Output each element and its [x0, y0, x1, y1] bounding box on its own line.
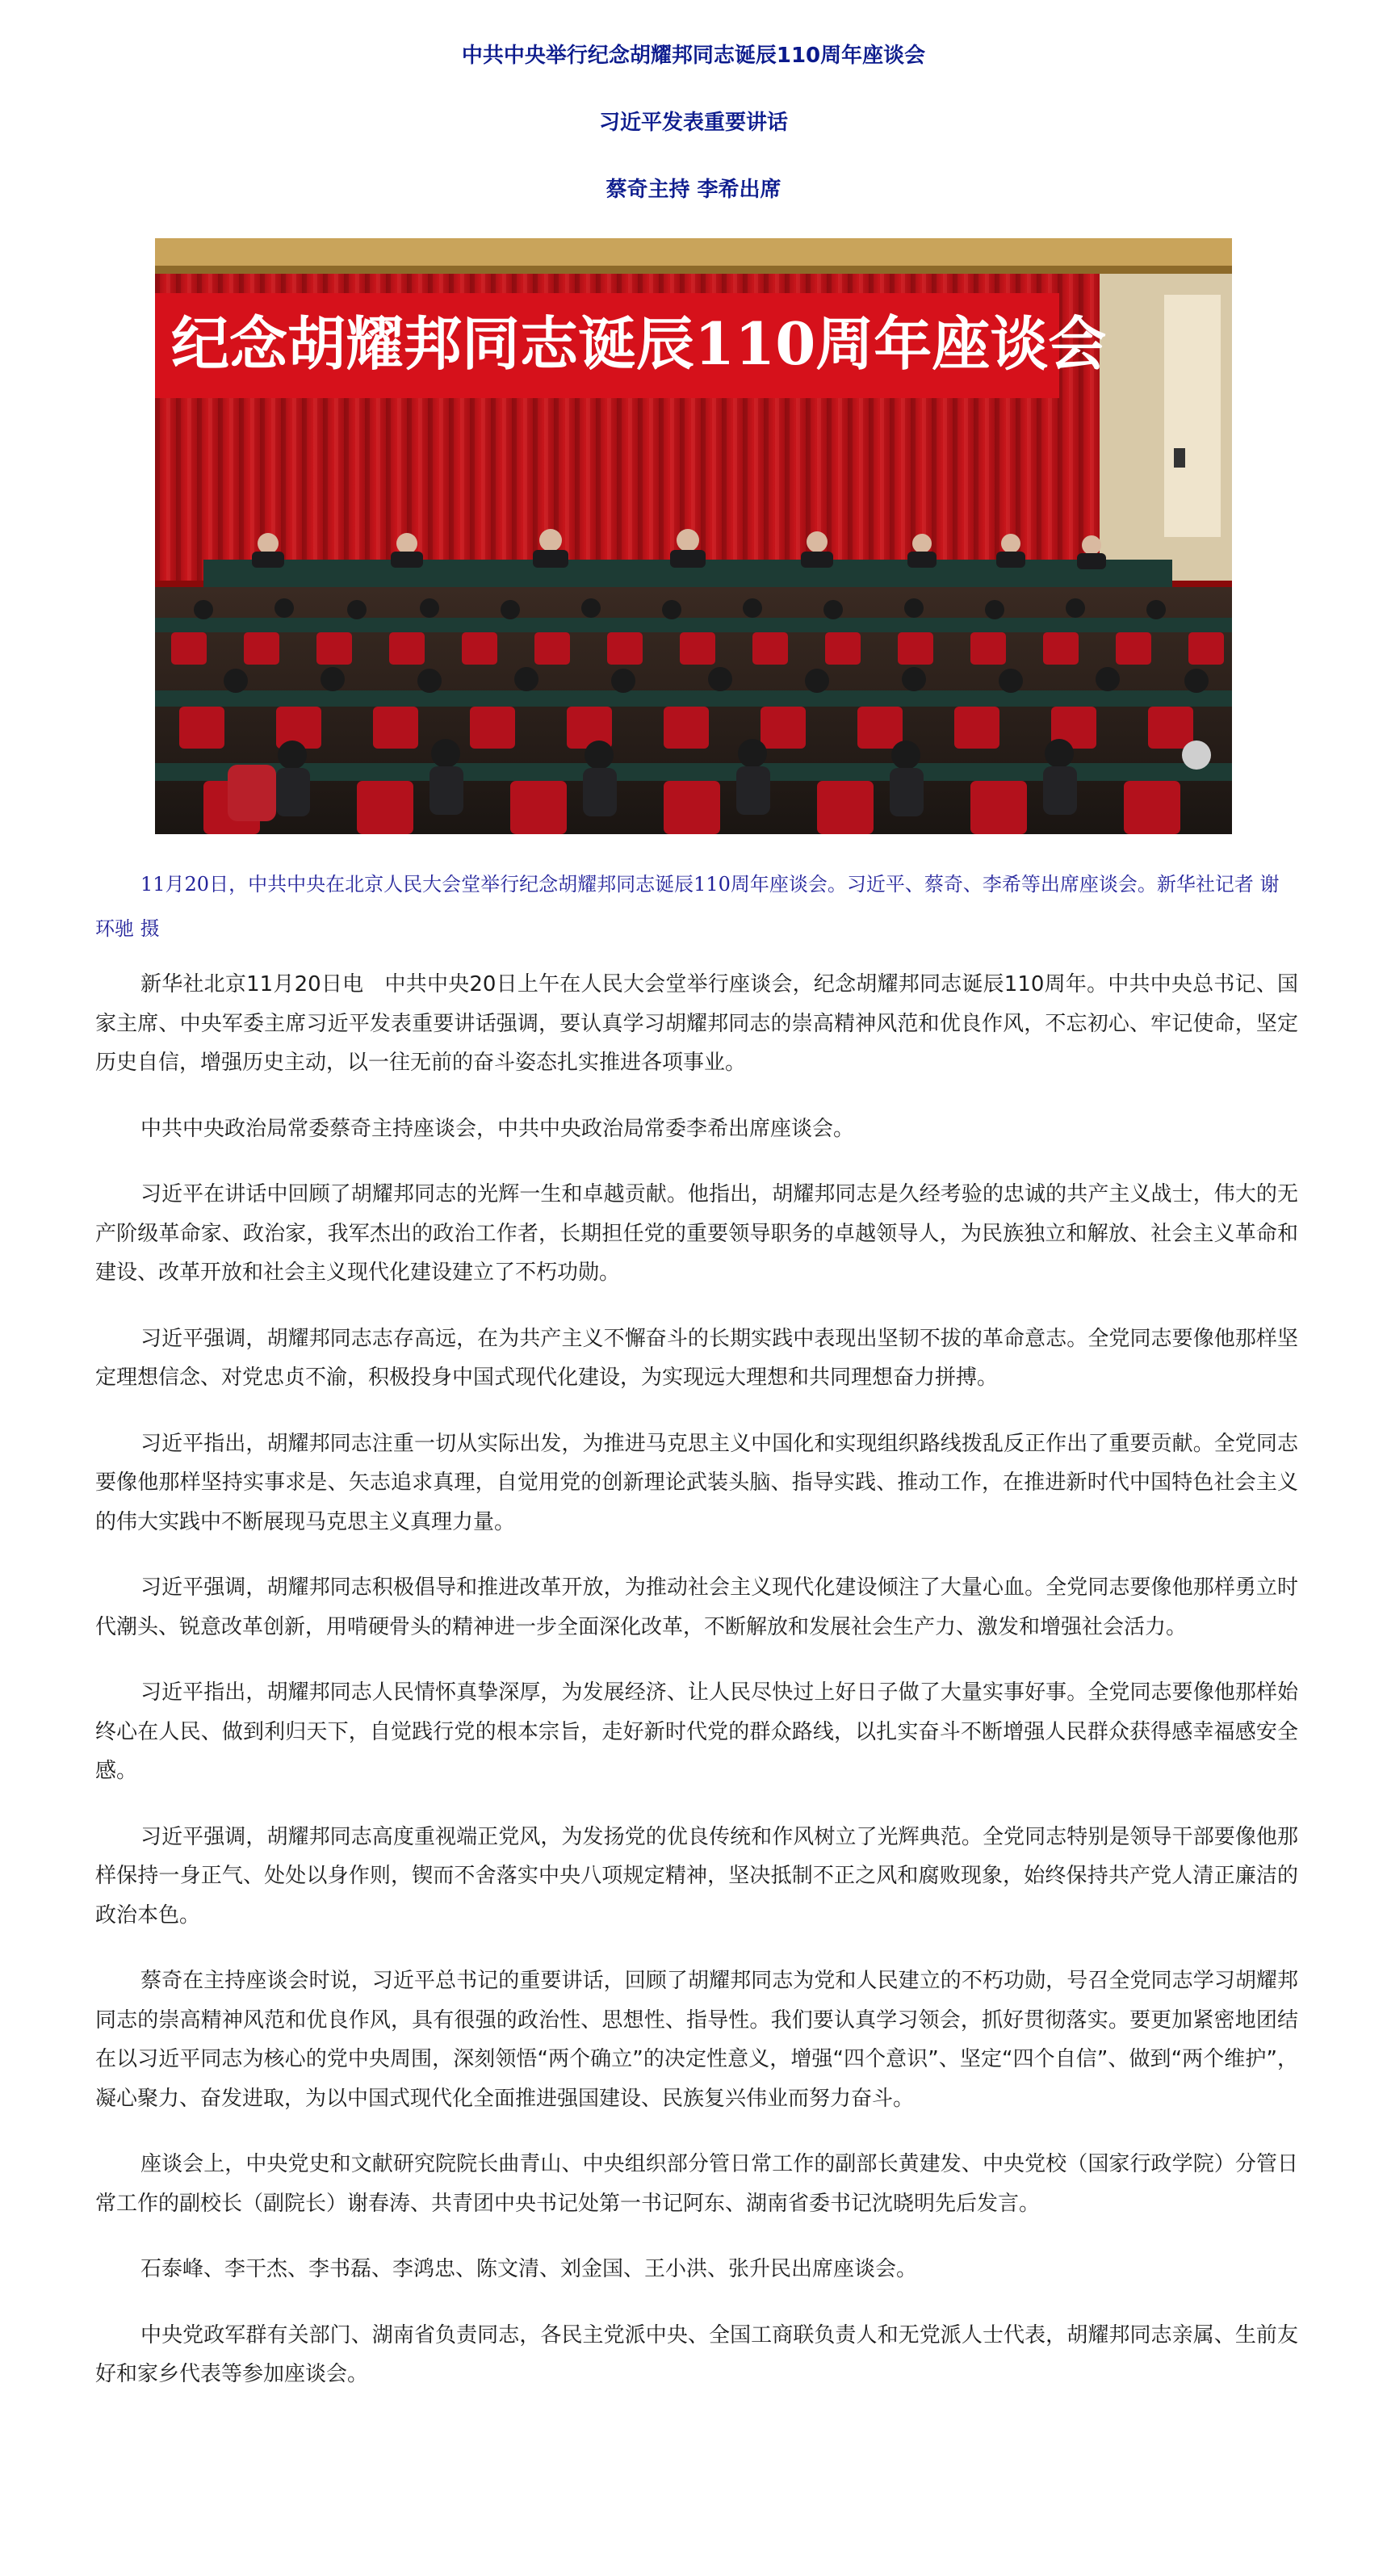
paragraph: 习近平强调，胡耀邦同志高度重视端正党风，为发扬党的优良传统和作风树立了光辉典范。全党同志特别是领导干部要像他那样保持一身正气、处处以身作则，锲而不舍落实中央八项规定精神，坚决抵制不正之风和腐败现象，始终保持共产党人清正廉洁的政治本色。: [95, 1824, 1298, 1928]
paragraph: 习近平强调，胡耀邦同志积极倡导和推进改革开放，为推动社会主义现代化建设倾注了大量心血。全党同志要像他那样勇立时代潮头、锐意改革创新，用啃硬骨头的精神进一步全面深化改革，不断解放和发展社会生产力、激发和增强社会活力。: [95, 1575, 1298, 1639]
paragraph: 中央党政军群有关部门、湖南省负责同志，各民主党派中央、全国工商联负责人和无党派人士代表，胡耀邦同志亲属、生前友好和家乡代表等参加座谈会。: [95, 2322, 1298, 2386]
paragraph: 习近平指出，胡耀邦同志人民情怀真挚深厚，为发展经济、让人民尽快过上好日子做了大量实事好事。全党同志要像他那样始终心在人民、做到利归天下，自觉践行党的根本宗旨，走好新时代党的群众路线，以扎实奋斗不断增强人民群众获得感幸福感安全感。: [95, 1680, 1298, 1783]
article-body: [95, 965, 1298, 2421]
paragraph: 新华社北京11月20日电 中共中央20日上午在人民大会堂举行座谈会，纪念胡耀邦同志诞辰110周年。中共中央总书记、国家主席、中央军委主席习近平发表重要讲话强调，要认真学习胡耀邦同志的崇高精神风范和优良作风，不忘初心、牢记使命，坚定历史自信，增强历史主动，以一往无前的奋斗姿态扎实推进各项事业。: [95, 972, 1298, 1075]
paragraph: 习近平强调，胡耀邦同志志存高远，在为共产主义不懈奋斗的长期实践中表现出坚韧不拔的革命意志。全党同志要像他那样坚定理想信念、对党忠贞不渝，积极投身中国式现代化建设，为实现远大理想和共同理想奋力拼搏。: [95, 1326, 1298, 1390]
headline-title: 中共中央举行纪念胡耀邦同志诞辰110周年座谈会: [461, 44, 926, 68]
paragraph: 座谈会上，中央党史和文献研究院院长曲青山、中央组织部分管日常工作的副部长黄建发、中央党校（国家行政学院）分管日常工作的副校长（副院长）谢春涛、共青团中央书记处第一书记阿东、湖南省委书记沈晓明先后发言。: [95, 2152, 1298, 2216]
headline-subtitle-speech: 习近平发表重要讲话: [598, 111, 788, 135]
paragraph: 蔡奇在主持座谈会时说，习近平总书记的重要讲话，回顾了胡耀邦同志为党和人民建立的不朽功勋，号召全党同志学习胡耀邦同志的崇高精神风范和优良作风，具有很强的政治性、思想性、指导性。我们要认真学习领会，抓好贯彻落实。要更加紧密地团结在以习近平同志为核心的党中央周围，深刻领悟“两个确立”的决定性意义，增强“四个意识”、坚定“四个自信”、做到“两个维护”，凝心聚力、奋发进取，为以中国式现代化全面推进强国建设、民族复兴伟业而努力奋斗。: [95, 1969, 1298, 2111]
headline-subtitle-chair: 蔡奇主持 李希出席: [606, 178, 781, 202]
banner: [155, 293, 1106, 398]
photo-caption: 11月20日，中共中央在北京人民大会堂举行纪念胡耀邦同志诞辰110周年座谈会。习近平、蔡奇、李希等出席座谈会。新华社记者 谢环驰 摄: [95, 873, 1280, 940]
paragraph: 习近平在讲话中回顾了胡耀邦同志的光辉一生和卓越贡献。他指出，胡耀邦同志是久经考验的忠诚的共产主义战士，伟大的无产阶级革命家、政治家，我军杰出的政治工作者，长期担任党的重要领导职务的卓越领导人，为民族独立和解放、社会主义革命和建设、改革开放和社会主义现代化建设建立了不朽功勋。: [95, 1182, 1298, 1285]
paragraph: 中共中央政治局常委蔡奇主持座谈会，中共中央政治局常委李希出席座谈会。: [140, 1116, 855, 1141]
paragraph: 石泰峰、李干杰、李书磊、李鸿忠、陈文清、刘金国、王小洪、张升民出席座谈会。: [140, 2257, 918, 2281]
banner-text: 纪念胡耀邦同志诞辰110周年座谈会: [171, 309, 1107, 378]
paragraph: 习近平指出，胡耀邦同志注重一切从实际出发，为推进马克思主义中国化和实现组织路线拨乱反正作出了重要贡献。全党同志要像他那样坚持实事求是、矢志追求真理，自觉用党的创新理论武装头脑、指导实践、推动工作，在推进新时代中国特色社会主义的伟大实践中不断展现马克思主义真理力量。: [95, 1431, 1298, 1534]
news-photo: [155, 238, 1232, 834]
